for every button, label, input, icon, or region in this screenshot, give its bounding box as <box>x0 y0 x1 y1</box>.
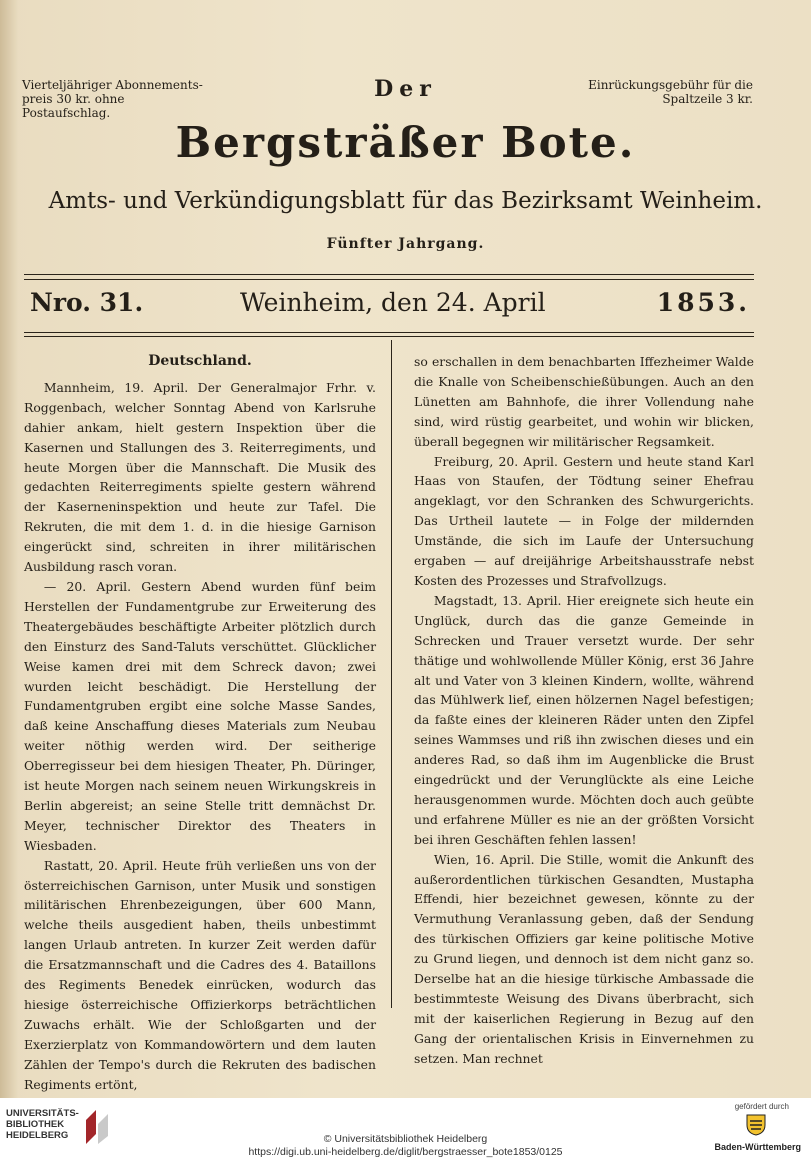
funded-by-label: gefördert durch <box>734 1102 789 1111</box>
issue-number: Nro. 31. <box>30 288 144 317</box>
article-wien: Wien, 16. April. Die Stille, womit die Ankunft des außerordentlichen türkischen Gesandten, Mustapha Effendi, hier bezeichnet gewesen, könnte zu der Vermuthung Veranlassung geben, daß der Sendung des türkischen Offiziers gar keine politische Motive zu Grund liegen, und dennoch ist dem nicht ganz so. Derselbe hat an die hiesige türkische Ambassade die bestimmteste Weisung des Divans überbracht, sich mit der kaiserlichen Regierung in Bezug auf den Gang der orientalischen Krisis in Einvernehmen zu setzen. Man rechnet <box>414 851 754 1066</box>
article-mannheim-20: — 20. April. Gestern Abend wurden fünf beim Herstellen der Fundamentgrube zur Erweiterung des Theatergebäudes beschäftigte Arbeiter plötzlich durch den Einsturz des Sand-Taluts verschüttet. Glücklicher Weise kamen drei mit dem Schreck davon; zwei wurden leicht beschädigt. Die Herstellung der Fundamentgruben ergibt eine solche Masse Sandes, daß keine Anschaffung dieses Materials zum Neubau weiter nöthig werden wird. Der seitherige Oberregisseur bei dem hiesigen Theater, Ph. Düringer, ist heute Morgen nach seinem neuen Wirkungskreis in Berlin abgereist; an seine Stelle tritt demnächst Dr. Meyer, technischer Direktor des Theaters in Wiesbaden. <box>24 578 376 853</box>
masthead-rule-top <box>24 274 754 275</box>
library-name-line2: BIBLIOTHEK <box>6 1119 65 1130</box>
right-column <box>414 352 754 1069</box>
source-url[interactable]: https://digi.ub.uni-heidelberg.de/diglit/bergstraesser_bote1853/0125 <box>248 1146 563 1158</box>
digitization-footer <box>0 1098 811 1157</box>
masthead-article: Der <box>374 76 437 102</box>
section-heading: Deutschland. <box>148 353 252 369</box>
library-name-line1: UNIVERSITÄTS- <box>6 1108 79 1119</box>
issue-year: 1853. <box>656 288 750 317</box>
newspaper-subtitle: Amts- und Verkündigungsblatt für das Bezirksamt Weinheim. <box>48 188 763 214</box>
column-divider <box>391 340 392 1008</box>
issue-place-date: Weinheim, den 24. April <box>240 288 546 317</box>
newspaper-title: Bergsträßer Bote. <box>175 118 636 167</box>
copyright-notice: © Universitätsbibliothek Heidelberg <box>323 1133 488 1145</box>
library-name-line3: HEIDELBERG <box>6 1130 69 1141</box>
issue-rule-thin <box>24 332 754 333</box>
baden-wuerttemberg-crest-icon <box>745 1112 767 1136</box>
article-magstadt: Magstadt, 13. April. Hier ereignete sich heute ein Unglück, durch das die ganze Gemeinde in Schrecken und Trauer versetzt wurde. Der sehr thätige und wohlwollende Müller König, erst 36 Jahre alt und Vater von 3 kleinen Kindern, wollte, während das Mühlwerk lief, einen hölzernen Nagel befestigen; da faßte eines der kleineren Räder unten den Zipfel seines Wammses und riß ihn zwischen dieses und ein anderes Rad, so daß ihm im Augenblicke die Brust eingedrückt und der Verunglückte als eine Leiche herausgenommen wurde. Möchten doch auch geübte und erfahrene Müller es nie an der größten Vorsicht bei ihren Geschäften fehlen lassen! <box>414 592 754 847</box>
article-freiburg: Freiburg, 20. April. Gestern und heute stand Karl Haas von Staufen, der Tödtung seiner Ehefrau angeklagt, vor den Schranken des Schwurgerichts. Das Urtheil lautete — in Folge der mildernden Umstände, die sich im Laufe der Untersuchung ergaben — auf dreijährige Arbeitshausstrafe nebst Kosten des Prozesses und Strafvollzugs. <box>414 453 754 588</box>
issue-rule-bottom <box>24 336 754 337</box>
article-rastatt: Rastatt, 20. April. Heute früh verließen uns von der österreichischen Garnison, unter Musik und sonstigen militärischen Ehrenbezeigungen, über 600 Mann, welche theils ausgedient haben, theils unbestimmt langen Urlaub antreten. In kurzer Zeit werden dafür die Ersatzmannschaft und die Cadres des 4. Bataillons des Regiments Benedek einrücken, wodurch das hiesige österreichische Offizierkorps beträchtlichen Zuwachs erhält. Wie der Schloßgarten und der Exerzierplatz von Kommandowörtern und dem lauten Zählen der Tempo's durch die Rekruten des badischen Regiments ertönt, <box>24 857 376 1092</box>
masthead-rule-top-thin <box>24 279 754 280</box>
left-column <box>24 352 376 1095</box>
article-mannheim: Mannheim, 19. April. Der Generalmajor Frhr. v. Roggenbach, welcher Sonntag Abend von Karlsruhe dahier ankam, hielt gestern Inspektion über die Kasernen und Stallungen des 3. Reiterregiments, und heute Morgen über die Mannschaft. Die Musik des gedachten Reiterregiments spielte gestern während der Kaserneninspektion und heute zur Tafel. Die Rekruten, die mit dem 1. d. in die hiesige Garnison eingerückt sind, schreiten in ihrer militärischen Ausbildung rasch voran. <box>24 379 376 575</box>
article-rastatt-continued: so erschallen in dem benachbarten Iffezheimer Walde die Knalle von Scheibenschießübungen. Auch an den Lünetten am Bahnhofe, die ihrer Vollendung nahe sind, wird rüstig gearbeitet, und wohin wir blicken, überall begegnen wir militärischer Regsamkeit. <box>414 354 754 449</box>
volume-label: Fünfter Jahrgang. <box>326 236 485 252</box>
subscription-note: Vierteljähriger Abonnements-preis 30 kr. ohne Postaufschlag. <box>22 78 203 120</box>
issue-line <box>30 288 750 328</box>
advertising-fee-note: Einrückungsgebühr für die Spaltzeile 3 kr. <box>588 78 753 106</box>
funder-name: Baden-Württemberg <box>714 1142 801 1152</box>
